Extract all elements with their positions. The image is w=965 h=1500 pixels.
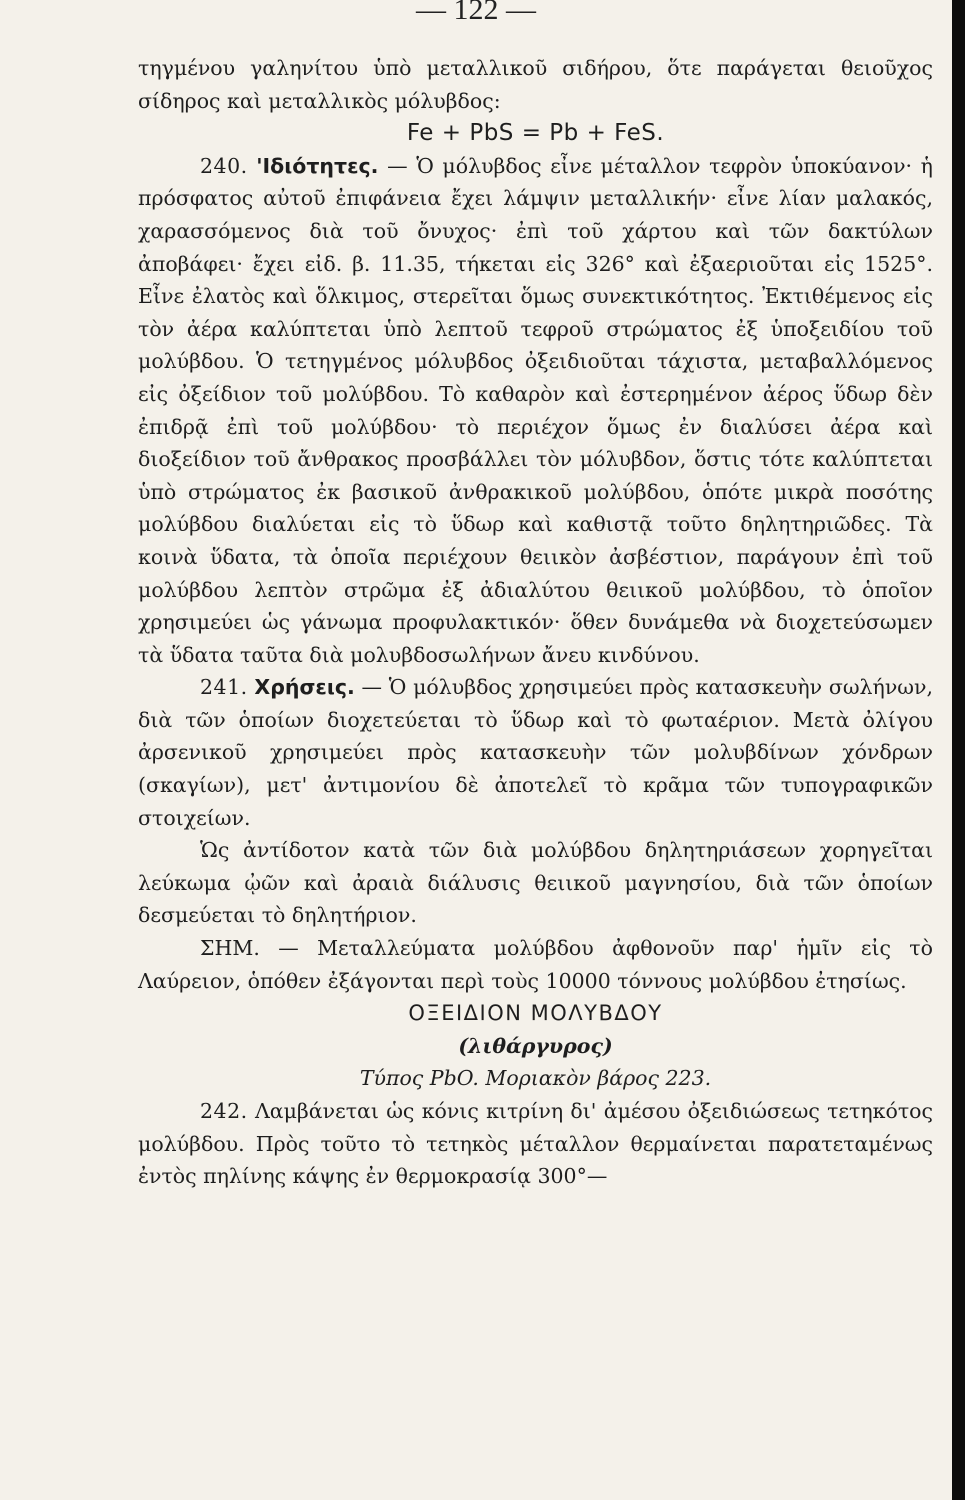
paragraph-241 [138, 671, 933, 834]
section-subtitle: (λιθάργυρος) [458, 1033, 613, 1058]
section-number-240: 240. [200, 153, 248, 178]
section-formula-line: Τύπος PbO. Μοριακὸν βάρος 223. [359, 1066, 712, 1091]
heading-properties: 'Ιδιότητες. [256, 153, 379, 178]
section-number-241: 241. [200, 675, 248, 700]
paragraph-intro: τηγμένου γαληνίτου ὑπὸ μεταλλικοῦ σιδήρου, ὅτε παράγεται θειοῦχος σίδηρος καὶ μεταλλικὸς μόλυβδος: [138, 56, 933, 113]
section-number-242: 242. [200, 1099, 248, 1123]
paragraph-240 [138, 150, 933, 672]
page-number: — 122 — [416, 0, 536, 26]
paragraph-note: ΣΗΜ. — Μεταλλεύματα μολύβδου ἀφθονοῦν παρ' ἡμῖν εἰς τὸ Λαύρειον, ὁπόθεν ἐξάγονται περὶ τοὺς 10000 τόννους μολύβδου ἐτησίως. [138, 936, 933, 993]
section-title: ΟΞΕΙΔΙΟΝ ΜΟΛΥΒΔΟΥ [408, 1001, 663, 1026]
paragraph-242 [138, 1095, 933, 1193]
heading-uses: Χρήσεις. [254, 675, 355, 700]
paragraph-242-text: Λαμβάνεται ὡς κόνις κιτρίνη δι' ἀμέσου ὀξειδιώσεως τετηκότος μολύβδου. Πρὸς τοῦτο τὸ τετηκὸς μέταλλον θερμαίνεται παρατεταμένως ἐντὸς πηλίνης κάψης ἐν θερμοκρασίᾳ 300°— [138, 1099, 933, 1189]
page-text [138, 52, 933, 1193]
page-edge-shadow [952, 0, 965, 1500]
paragraph-antidote: Ὡς ἀντίδοτον κατὰ τῶν διὰ μολύβδου δηλητηριάσεων χορηγεῖται λεύκωμα ᾠῶν καὶ ἀραιὰ διάλυσις θειικοῦ μαγνησίου, διὰ τῶν ὁποίων δεσμεύεται τὸ δηλητήριον. [138, 838, 933, 928]
uses-text: — Ὁ μόλυβδος χρησιμεύει πρὸς κατασκευὴν σωλήνων, διὰ τῶν ὁποίων διοχετεύεται τὸ ὕδωρ καὶ τὸ φωταέριον. Μετὰ ὀλίγου ἀρσενικοῦ χρησιμεύει πρὸς κατασκευὴν τῶν μολυβδίνων χόνδρων (σκαγίων), μετ' ἀντιμονίου δὲ ἀποτελεῖ τὸ κρᾶμα τῶν τυπογραφικῶν στοιχείων. [138, 675, 933, 830]
properties-text: — Ὁ μόλυβδος εἶνε μέταλλον τεφρὸν ὑποκύανον· ἡ πρόσφατος αὐτοῦ ἐπιφάνεια ἔχει λάμψιν μεταλλικήν· εἶνε λίαν μαλακός, χαρασσόμενος διὰ τοῦ ὄνυχος· ἐπὶ τοῦ χάρτου καὶ τῶν δακτύλων ἀποβάφει· ἔχει εἰδ. β. 11.35, τήκεται εἰς 326° καὶ ἐξαεριοῦται εἰς 1525°. Εἶνε ἐλατὸς καὶ ὅλκιμος, στερεῖται ὅμως συνεκτικότητος. Ἐκτιθέμενος εἰς τὸν ἀέρα καλύπτεται ὑπὸ λεπτοῦ τεφροῦ στρώματος ἐξ ὑποξειδίου τοῦ μολύβδου. Ὁ τετηγμένος μόλυβδος ὀξειδιοῦται τάχιστα, μεταβαλλόμενος εἰς ὀξείδιον τοῦ μολύβδου. Τὸ καθαρὸν καὶ ἐστερημένον ἀέρος ὕδωρ δὲν ἐπιδρᾷ ἐπὶ τοῦ μολύβδου· τὸ περιέχον ὅμως ἐν διαλύσει ἀέρα καὶ διοξείδιον τοῦ ἄνθρακος προσβάλλει τὸν μόλυβδον, ὅστις τότε καλύπτεται ὑπὸ στρώματος ἐκ βασικοῦ ἀνθρακικοῦ μολύβδου, ὁπότε μικρὰ ποσότης μολύβδου διαλύεται εἰς τὸ ὕδωρ καὶ καθιστᾷ τοῦτο δηλητηριῶδες. Τὰ κοινὰ ὕδατα, τὰ ὁποῖα περιέχουν θειικὸν ἀσβέστιον, παράγουν ἐπὶ τοῦ μολύβδου λεπτὸν στρῶμα ἐξ ἀδιαλύτου θειικοῦ μολύβδου, τὸ ὁποῖον χρησιμεύει ὡς γάνωμα προφυλακτικόν· ὅθεν δυνάμεθα νὰ διοχετεύσωμεν τὰ ὕδατα ταῦτα διὰ μολυβδοσωλήνων ἄνευ κινδύνου. [138, 153, 933, 667]
reaction-formula: Fe + PbS = Pb + FeS. [406, 120, 665, 147]
